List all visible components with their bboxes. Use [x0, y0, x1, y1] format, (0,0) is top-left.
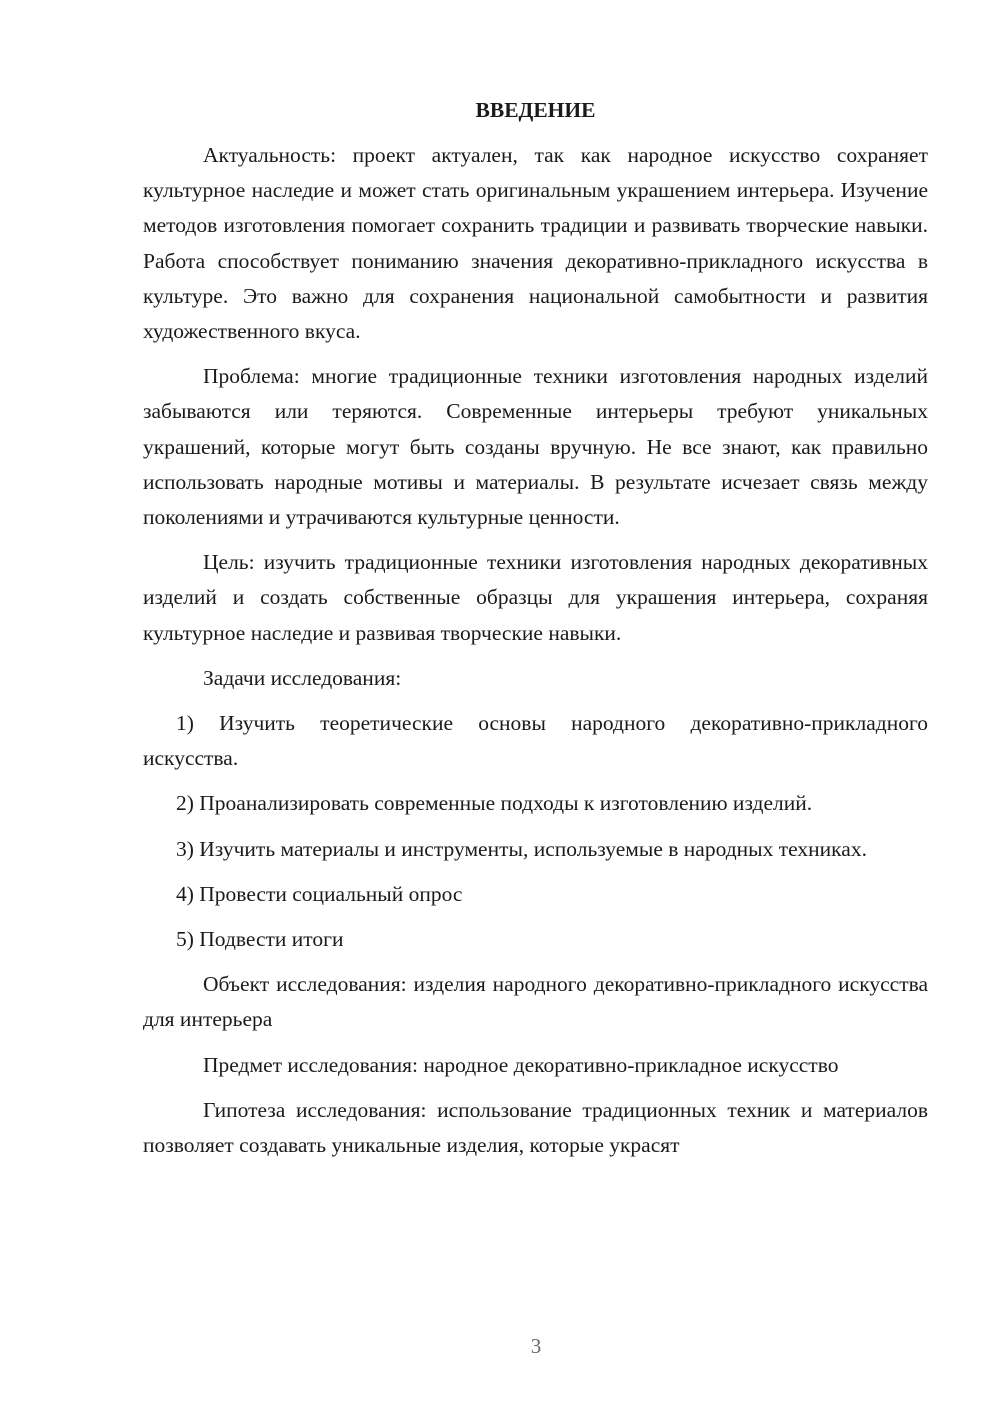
document-page	[143, 92, 928, 1173]
object-paragraph: Объект исследования: изделия народного декоративно-прикладного искусства для интерьера	[143, 972, 928, 1032]
page-title: ВВЕДЕНИЕ	[475, 98, 596, 122]
task-item-2: 2) Проанализировать современные подходы к изготовлению изделий.	[176, 791, 813, 816]
subject-paragraph: Предмет исследования: народное декоративно-прикладное искусство	[203, 1052, 839, 1077]
task-item-5: 5) Подвести итоги	[176, 927, 344, 952]
task-item-3: 3) Изучить материалы и инструменты, используемые в народных техниках.	[176, 836, 867, 861]
problem-paragraph: Проблема: многие традиционные техники изготовления народных изделий забываются или теряются. Современные интерьеры требуют уникальных украшений, которые могут быть созданы вручную. Не все знают, как правильно использовать народные мотивы и материалы. В результате исчезает связь между поколениями и утрачиваются культурные ценности.	[143, 364, 928, 530]
page-number: 3	[530, 1334, 542, 1358]
hypothesis-paragraph: Гипотеза исследования: использование традиционных техник и материалов позволяет создавать уникальные изделия, которые украсят	[143, 1097, 928, 1158]
goal-paragraph: Цель: изучить традиционные техники изготовления народных декоративных изделий и создать собственные образцы для украшения интерьера, сохраняя культурное наследие и развивая творческие навыки.	[143, 550, 928, 645]
task-item-1: 1) Изучить теоретические основы народного декоративно-прикладного искусства.	[143, 711, 928, 771]
relevance-paragraph: Актуальность: проект актуален, так как народное искусство сохраняет культурное наследие и может стать оригинальным украшением интерьера. Изучение методов изготовления помогает сохранить традиции и развивать творческие навыки. Работа способствует пониманию значения декоративно-прикладного искусства в культуре. Это важно для сохранения национальной самобытности и развития художественного вкуса.	[143, 143, 928, 344]
task-item-4: 4) Провести социальный опрос	[176, 881, 463, 906]
tasks-title: Задачи исследования:	[203, 665, 402, 690]
